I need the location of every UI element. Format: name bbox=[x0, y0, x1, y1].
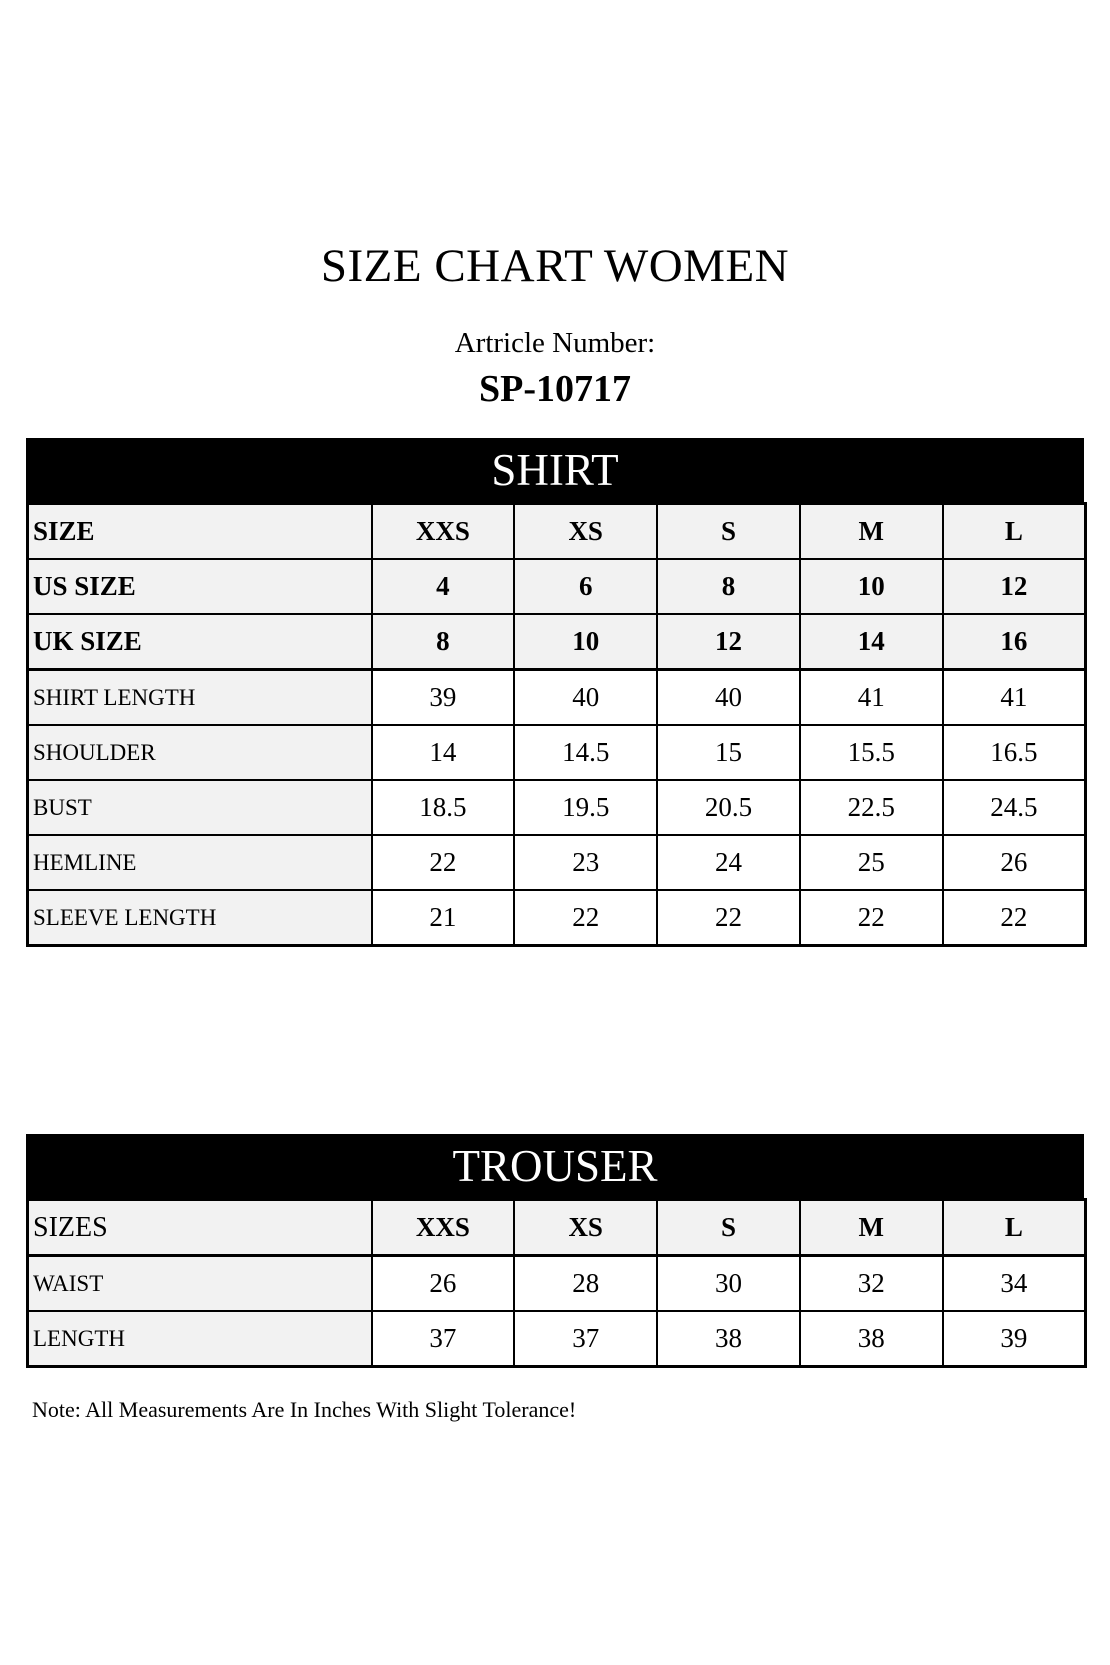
table-cell: 22 bbox=[657, 890, 800, 946]
table-cell: 37 bbox=[372, 1311, 515, 1367]
size-col-m: M bbox=[800, 504, 943, 560]
table-row bbox=[28, 725, 1086, 780]
size-col-xxs: XXS bbox=[372, 504, 515, 560]
trouser-size-table bbox=[26, 1134, 1084, 1368]
size-col-l: L bbox=[943, 504, 1086, 560]
table-cell: 12 bbox=[943, 559, 1086, 614]
table-row bbox=[28, 835, 1086, 890]
size-label: SIZE bbox=[28, 504, 372, 560]
table-cell: 10 bbox=[800, 559, 943, 614]
table-cell: 39 bbox=[943, 1311, 1086, 1367]
table-cell: 15.5 bbox=[800, 725, 943, 780]
row-label: HEMLINE bbox=[28, 835, 372, 890]
table-cell: 39 bbox=[372, 670, 515, 726]
table-cell: 40 bbox=[514, 670, 657, 726]
table-cell: 14 bbox=[372, 725, 515, 780]
size-col-xs: XS bbox=[514, 504, 657, 560]
table-cell: 41 bbox=[800, 670, 943, 726]
table-cell: 14 bbox=[800, 614, 943, 670]
size-col-s: S bbox=[657, 504, 800, 560]
table-cell: 22 bbox=[372, 835, 515, 890]
table-cell: 22 bbox=[800, 890, 943, 946]
table-cell: 34 bbox=[943, 1256, 1086, 1312]
table-cell: 24.5 bbox=[943, 780, 1086, 835]
table-cell: 30 bbox=[657, 1256, 800, 1312]
size-col-s: S bbox=[657, 1200, 800, 1256]
size-col-xxs: XXS bbox=[372, 1200, 515, 1256]
shirt-heading: SHIRT bbox=[26, 438, 1084, 502]
table-cell: 8 bbox=[372, 614, 515, 670]
uk-size-row bbox=[28, 614, 1086, 670]
table-cell: 26 bbox=[943, 835, 1086, 890]
table-cell: 16.5 bbox=[943, 725, 1086, 780]
us-size-row bbox=[28, 559, 1086, 614]
shirt-table bbox=[26, 502, 1087, 947]
table-cell: 25 bbox=[800, 835, 943, 890]
page-title: SIZE CHART WOMEN bbox=[320, 240, 790, 292]
table-cell: 19.5 bbox=[514, 780, 657, 835]
table-row bbox=[28, 890, 1086, 946]
table-cell: 18.5 bbox=[372, 780, 515, 835]
row-label: SLEEVE LENGTH bbox=[28, 890, 372, 946]
table-cell: 21 bbox=[372, 890, 515, 946]
article-number-label: Artricle Number: bbox=[454, 327, 656, 359]
table-cell: 4 bbox=[372, 559, 515, 614]
table-row bbox=[28, 780, 1086, 835]
table-cell: 16 bbox=[943, 614, 1086, 670]
table-row bbox=[28, 670, 1086, 726]
trouser-heading: TROUSER bbox=[26, 1134, 1084, 1198]
table-cell: 23 bbox=[514, 835, 657, 890]
shirt-size-table bbox=[26, 438, 1084, 947]
table-cell: 41 bbox=[943, 670, 1086, 726]
table-cell: 14.5 bbox=[514, 725, 657, 780]
size-col-l: L bbox=[943, 1200, 1086, 1256]
table-cell: 6 bbox=[514, 559, 657, 614]
sizes-label: SIZES bbox=[28, 1200, 372, 1256]
row-label: SHOULDER bbox=[28, 725, 372, 780]
row-label: LENGTH bbox=[28, 1311, 372, 1367]
trouser-table bbox=[26, 1198, 1087, 1368]
table-cell: 22 bbox=[514, 890, 657, 946]
shirt-size-row bbox=[28, 504, 1086, 560]
trouser-size-row bbox=[28, 1200, 1086, 1256]
row-label: SHIRT LENGTH bbox=[28, 670, 372, 726]
article-number: SP-10717 bbox=[479, 368, 631, 410]
table-row bbox=[28, 1256, 1086, 1312]
row-label: BUST bbox=[28, 780, 372, 835]
table-cell: 10 bbox=[514, 614, 657, 670]
table-cell: 8 bbox=[657, 559, 800, 614]
table-cell: 38 bbox=[657, 1311, 800, 1367]
row-label: US SIZE bbox=[28, 559, 372, 614]
table-cell: 37 bbox=[514, 1311, 657, 1367]
table-cell: 26 bbox=[372, 1256, 515, 1312]
table-cell: 28 bbox=[514, 1256, 657, 1312]
size-col-m: M bbox=[800, 1200, 943, 1256]
table-cell: 12 bbox=[657, 614, 800, 670]
row-label: WAIST bbox=[28, 1256, 372, 1312]
measurement-note: Note: All Measurements Are In Inches With Slight Tolerance! bbox=[32, 1397, 577, 1422]
table-cell: 40 bbox=[657, 670, 800, 726]
table-cell: 38 bbox=[800, 1311, 943, 1367]
table-cell: 22.5 bbox=[800, 780, 943, 835]
table-cell: 15 bbox=[657, 725, 800, 780]
table-cell: 32 bbox=[800, 1256, 943, 1312]
table-cell: 22 bbox=[943, 890, 1086, 946]
size-col-xs: XS bbox=[514, 1200, 657, 1256]
row-label: UK SIZE bbox=[28, 614, 372, 670]
table-row bbox=[28, 1311, 1086, 1367]
table-cell: 20.5 bbox=[657, 780, 800, 835]
table-cell: 24 bbox=[657, 835, 800, 890]
